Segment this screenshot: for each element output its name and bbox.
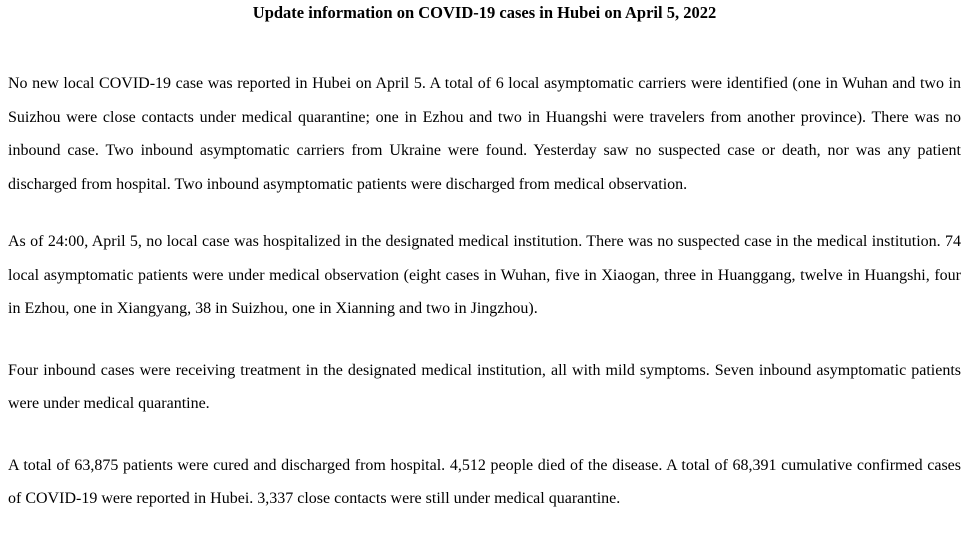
paragraph-inbound: Four inbound cases were receiving treatment in the designated medical institution, all with mild symptoms. Seven inbound asymptomatic patients were under medical quarantine. (8, 361, 961, 412)
paragraph-hospitalized: As of 24:00, April 5, no local case was hospitalized in the designated medical institution. There was no suspected case in the medical institution. 74 local asymptomatic patients were under medical observation (eight cases in Wuhan, five in Xiaogan, three in Huanggang, twelve in Huangshi, four in Ezhou, one in Xiangyang, 38 in Suizhou, one in Xianning and two in Jingzhou). (8, 233, 961, 317)
document-title: Update information on COVID-19 cases in Hubei on April 5, 2022 (252, 3, 717, 22)
paragraph-totals: A total of 63,875 patients were cured and discharged from hospital. 4,512 people died of the disease. A total of 68,391 cumulative confirmed cases of COVID-19 were reported in Hubei. 3,337 close contacts were still under medical quarantine. (8, 456, 961, 507)
document-page (8, 0, 961, 516)
paragraph-new-cases: No new local COVID-19 case was reported in Hubei on April 5. A total of 6 local asymptomatic carriers were identified (one in Wuhan and two in Suizhou were close contacts under medical quarantine; one in Ezhou and two in Huangshi were travelers from another province). There was no inbound case. Two inbound asymptomatic carriers from Ukraine were found. Yesterday saw no suspected case or death, nor was any patient discharged from hospital. Two inbound asymptomatic patients were discharged from medical observation. (8, 75, 961, 193)
